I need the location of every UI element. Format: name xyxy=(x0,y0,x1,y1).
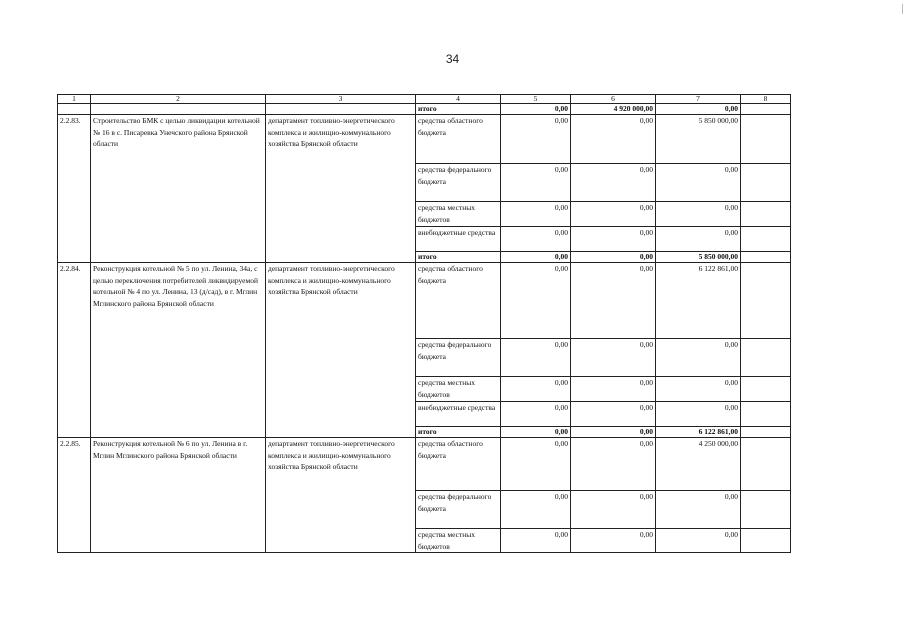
value-col7: 0,00 xyxy=(656,402,741,427)
funding-source: средства федерального бюджета xyxy=(416,491,501,529)
value-col5: 0,00 xyxy=(501,202,571,227)
value-col6: 0,00 xyxy=(571,115,656,164)
column-header: 1 xyxy=(58,95,91,104)
column-header: 4 xyxy=(416,95,501,104)
value-col5: 0,00 xyxy=(501,263,571,339)
funding-row xyxy=(58,115,791,164)
value-col7: 0,00 xyxy=(656,377,741,402)
page-number: 34 xyxy=(445,52,460,66)
value-col7: 5 850 000,00 xyxy=(656,115,741,164)
empty-cell xyxy=(266,104,416,115)
value-col7: 0,00 xyxy=(656,202,741,227)
value-col6: 0,00 xyxy=(571,227,656,252)
continuation-total-row xyxy=(58,104,791,115)
value-col5: 0,00 xyxy=(501,438,571,491)
value-col7: 0,00 xyxy=(656,339,741,377)
funding-row xyxy=(58,438,791,491)
value-col5: 0,00 xyxy=(501,104,571,115)
value-col7: 0,00 xyxy=(656,227,741,252)
column-header: 8 xyxy=(741,95,791,104)
value-col6: 0,00 xyxy=(571,529,656,553)
column-header: 6 xyxy=(571,95,656,104)
empty-cell xyxy=(91,104,266,115)
value-col7: 6 122 861,00 xyxy=(656,263,741,339)
value-col7: 5 850 000,00 xyxy=(656,252,741,263)
empty-cell xyxy=(741,491,791,529)
value-col6: 0,00 xyxy=(571,252,656,263)
value-col6: 0,00 xyxy=(571,427,656,438)
funding-source: средства областного бюджета xyxy=(416,263,501,339)
value-col5: 0,00 xyxy=(501,491,571,529)
funding-source: средства местных бюджетов xyxy=(416,529,501,553)
value-col6: 4 920 000,00 xyxy=(571,104,656,115)
value-col5: 0,00 xyxy=(501,529,571,553)
empty-cell xyxy=(741,438,791,491)
value-col6: 0,00 xyxy=(571,438,656,491)
empty-cell xyxy=(741,115,791,164)
responsible-department: департамент топливно-энергетического комплекса и жилищно-коммунального хозяйства Брянской области xyxy=(266,115,416,263)
value-col5: 0,00 xyxy=(501,227,571,252)
empty-cell xyxy=(741,104,791,115)
value-col5: 0,00 xyxy=(501,252,571,263)
value-col7: 0,00 xyxy=(656,529,741,553)
value-col5: 0,00 xyxy=(501,377,571,402)
funding-source: средства местных бюджетов xyxy=(416,202,501,227)
value-col6: 0,00 xyxy=(571,339,656,377)
empty-cell xyxy=(741,252,791,263)
item-number: 2.2.83. xyxy=(58,115,91,263)
value-col7: 0,00 xyxy=(656,164,741,202)
value-col5: 0,00 xyxy=(501,427,571,438)
item-number: 2.2.85. xyxy=(58,438,91,553)
total-label: итого xyxy=(416,104,501,115)
empty-cell xyxy=(741,402,791,427)
value-col7: 0,00 xyxy=(656,104,741,115)
empty-cell xyxy=(741,427,791,438)
empty-cell xyxy=(741,202,791,227)
value-col7: 4 250 000,00 xyxy=(656,438,741,491)
value-col6: 0,00 xyxy=(571,402,656,427)
funding-source: средства областного бюджета xyxy=(416,438,501,491)
value-col7: 6 122 861,00 xyxy=(656,427,741,438)
column-header: 5 xyxy=(501,95,571,104)
funding-source: средства федерального бюджета xyxy=(416,164,501,202)
empty-cell xyxy=(58,104,91,115)
empty-cell xyxy=(741,377,791,402)
empty-cell xyxy=(741,529,791,553)
empty-cell xyxy=(741,227,791,252)
funding-source: внебюджетные средства xyxy=(416,402,501,427)
value-col6: 0,00 xyxy=(571,164,656,202)
total-label: итого xyxy=(416,252,501,263)
responsible-department: департамент топливно-энергетического комплекса и жилищно-коммунального хозяйства Брянской области xyxy=(266,438,416,553)
page-edge-mark xyxy=(902,4,903,14)
value-col6: 0,00 xyxy=(571,202,656,227)
column-header: 7 xyxy=(656,95,741,104)
total-label: итого xyxy=(416,427,501,438)
column-header-row xyxy=(58,95,791,104)
value-col6: 0,00 xyxy=(571,491,656,529)
column-header: 3 xyxy=(266,95,416,104)
item-name: Реконструкция котельной № 6 по ул. Ленина в г. Мглин Мглинского района Брянской области xyxy=(91,438,266,553)
value-col7: 0,00 xyxy=(656,491,741,529)
value-col6: 0,00 xyxy=(571,377,656,402)
item-name: Строительство БМК с целью ликвидации котельной № 16 в с. Писаревка Унечского района Брянской области xyxy=(91,115,266,263)
funding-source: средства федерального бюджета xyxy=(416,339,501,377)
funding-source: средства областного бюджета xyxy=(416,115,501,164)
value-col5: 0,00 xyxy=(501,402,571,427)
value-col5: 0,00 xyxy=(501,339,571,377)
empty-cell xyxy=(741,263,791,339)
empty-cell xyxy=(741,339,791,377)
budget-table xyxy=(57,94,791,553)
column-header: 2 xyxy=(91,95,266,104)
responsible-department: департамент топливно-энергетического комплекса и жилищно-коммунального хозяйства Брянской области xyxy=(266,263,416,438)
item-number: 2.2.84. xyxy=(58,263,91,438)
value-col5: 0,00 xyxy=(501,164,571,202)
value-col5: 0,00 xyxy=(501,115,571,164)
item-name: Реконструкция котельной № 5 по ул. Ленина, 34а, с целью переключения потребителей ликвидируемой котельной № 4 по ул. Ленина, 13 (д/сад), в г. Мглин Мглинского района Брянской области xyxy=(91,263,266,438)
value-col6: 0,00 xyxy=(571,263,656,339)
funding-source: внебюджетные средства xyxy=(416,227,501,252)
funding-row xyxy=(58,263,791,339)
empty-cell xyxy=(741,164,791,202)
funding-source: средства местных бюджетов xyxy=(416,377,501,402)
